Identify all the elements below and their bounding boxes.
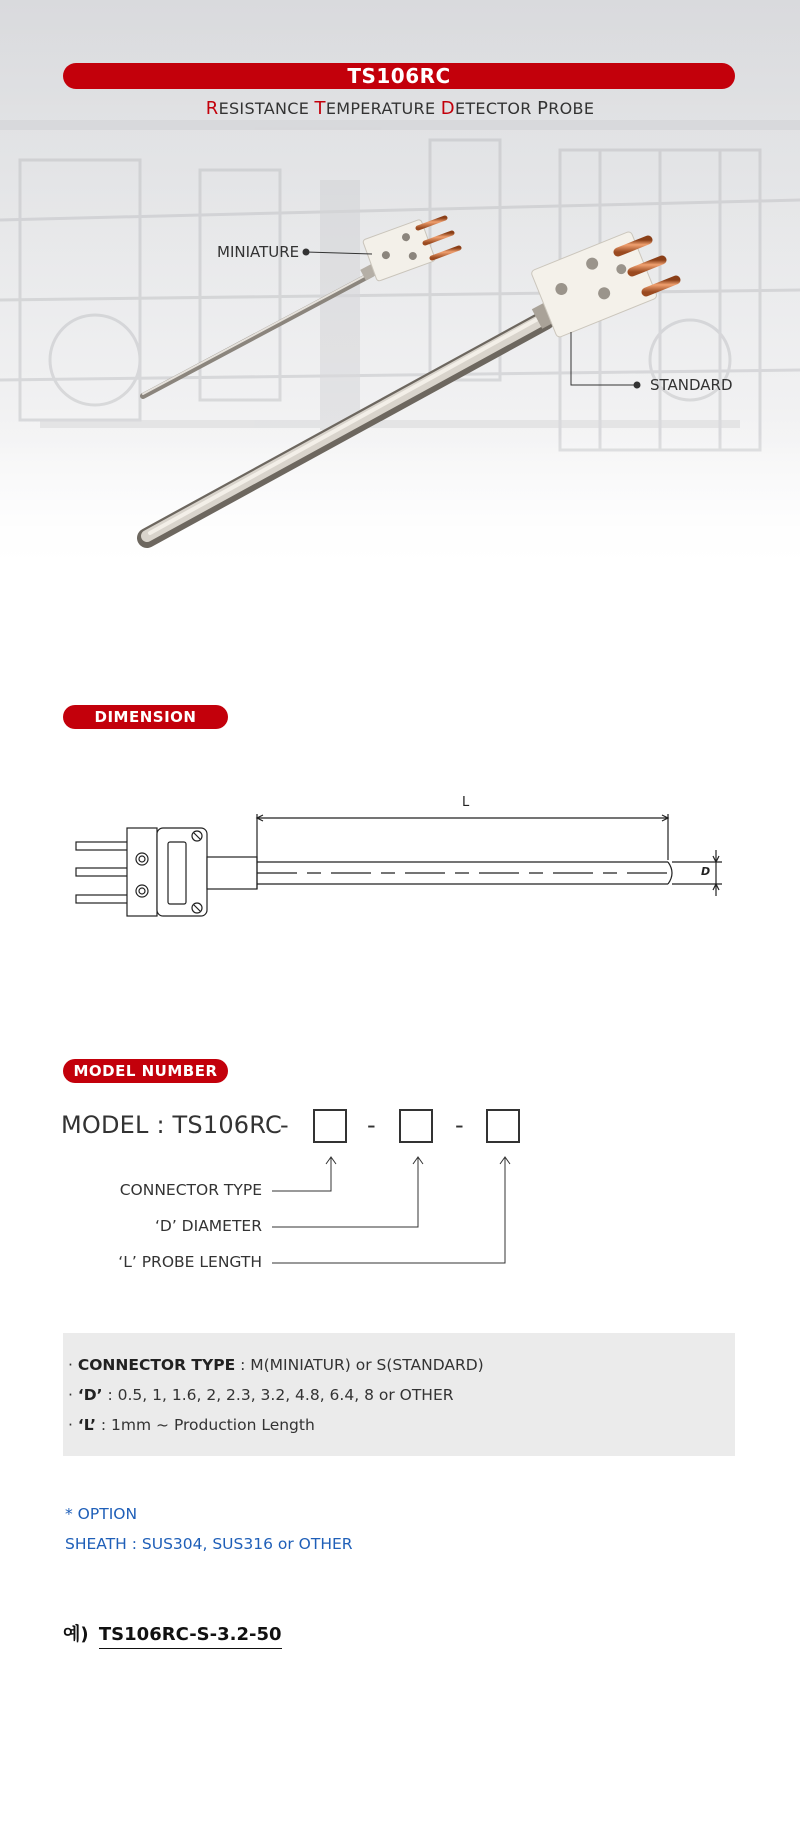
subtitle-cap: R (205, 98, 219, 119)
model-dash: - (455, 1111, 464, 1139)
miniature-label: MINIATURE (217, 243, 300, 261)
product-title: TS106RC (63, 63, 735, 89)
dimension-section-title: DIMENSION (63, 705, 228, 729)
bullet: · (68, 1386, 73, 1404)
hero-banner (0, 0, 800, 580)
example-model (63, 1620, 282, 1646)
callout-line (571, 332, 637, 385)
subtitle-word: ESISTANCE (218, 99, 315, 118)
connector-type-box (313, 1109, 347, 1143)
option-title: * OPTION (65, 1505, 138, 1523)
probe-length-label: ‘L’ PROBE LENGTH (118, 1253, 262, 1271)
spec-value: M(MINIATUR) or S(STANDARD) (250, 1356, 484, 1374)
option-sheath: SHEATH : SUS304, SUS316 or OTHER (65, 1535, 353, 1553)
callout-dot (634, 382, 641, 389)
probe-product-image (0, 0, 800, 580)
diameter-box (399, 1109, 433, 1143)
dimension-drawing (0, 780, 800, 940)
spec-value: 0.5, 1, 1.6, 2, 2.3, 3.2, 4.8, 6.4, 8 or OTHER (117, 1386, 454, 1404)
subtitle-cap: P (537, 98, 549, 119)
model-dash: - (280, 1111, 289, 1139)
diameter-dimension-label: D (701, 865, 711, 878)
spec-sep: : (102, 1386, 118, 1404)
bullet: · (68, 1356, 73, 1374)
callout-line (306, 252, 372, 254)
spec-line-length (68, 1416, 315, 1434)
standard-probe (147, 231, 676, 538)
subtitle-word: ROBE (548, 99, 595, 118)
model-text: MODEL : TS106RC (61, 1111, 282, 1139)
spec-key: ‘D’ (77, 1386, 103, 1404)
subtitle-word: EMPERATURE (325, 99, 441, 118)
spec-line-connector (68, 1356, 484, 1374)
subtitle-cap: T (314, 98, 326, 119)
spec-sep: : (235, 1356, 251, 1374)
diameter-label: ‘D’ DIAMETER (154, 1217, 262, 1235)
spec-key: ‘L’ (77, 1416, 96, 1434)
miniature-probe (143, 218, 459, 396)
example-prefix: 예) (63, 1624, 89, 1645)
model-number-section-title: MODEL NUMBER (63, 1059, 228, 1083)
connector-type-label: CONNECTOR TYPE (119, 1181, 262, 1199)
length-dimension-label: L (462, 795, 470, 810)
length-box (486, 1109, 520, 1143)
spec-key: CONNECTOR TYPE (77, 1356, 236, 1374)
spec-sep: : (95, 1416, 112, 1434)
spec-box (63, 1333, 735, 1456)
spec-line-diameter (68, 1386, 454, 1404)
subtitle-cap: D (440, 98, 455, 119)
subtitle-word: ETECTOR (454, 99, 538, 118)
example-code: TS106RC-S-3.2-50 (99, 1624, 282, 1649)
standard-label: STANDARD (650, 376, 733, 394)
bullet: · (68, 1416, 73, 1434)
model-dash: - (367, 1111, 376, 1139)
spec-value: 1mm ~ Production Length (111, 1416, 315, 1434)
